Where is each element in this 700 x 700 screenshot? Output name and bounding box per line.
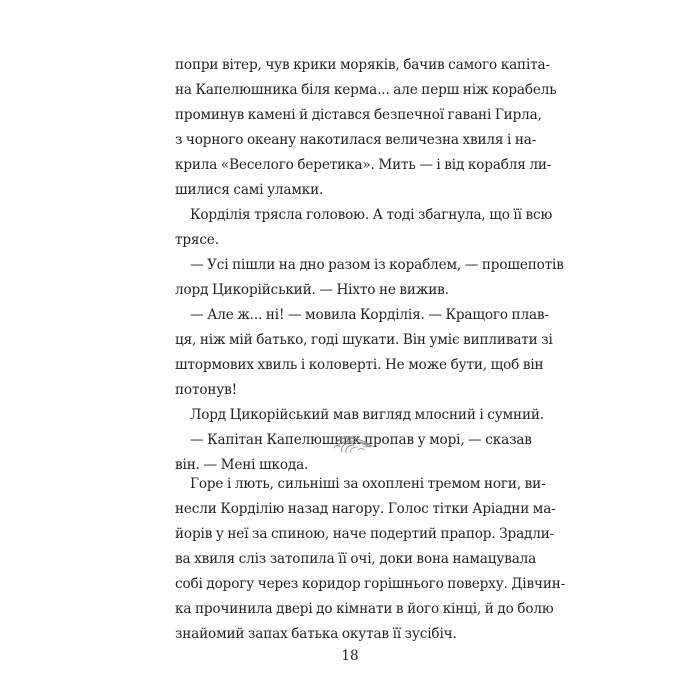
paragraph-3 (175, 253, 564, 303)
text-line: собі дорогу через коридор горішнього поверху. Дівчин- (175, 576, 566, 592)
text-line: попри вітер, чув крики моряків, бачив самого капіта- (175, 57, 550, 73)
text-line: ва хвиля сліз затопила її очі, доки вона намацувала (175, 551, 537, 567)
paragraph-5 (175, 403, 544, 428)
text-line: він. — Мені шкода. (175, 457, 309, 473)
text-line: лорд Цикорійський. — Ніхто не вижив. (175, 282, 449, 298)
text-line: — Але ж... ні! — мовила Корділія. — Кращого плав- (190, 307, 549, 323)
paragraph-2 (175, 203, 553, 253)
text-line: крила «Веселого беретика». Мить — і від корабля ли- (175, 157, 552, 173)
text-line: йорів у неї за спиною, наче подертий прапор. Зрадли- (175, 526, 555, 542)
text-line: несли Корділію назад нагору. Голос тітки Аріадни ма- (175, 501, 556, 517)
text-line: Корділія трясла головою. А тоді збагнула, що її всю (190, 207, 553, 223)
text-line: на Капелюшника біля керма... але перш ніж корабель (175, 82, 557, 98)
text-line: з чорного океану накотилася величезна хвиля і на- (175, 132, 537, 148)
text-line: ця, ніж мій батько, годі шукати. Він уміє випливати зі (175, 332, 553, 348)
text-line: — Усі пішли на дно разом із кораблем, — прошепотів (190, 257, 564, 273)
paragraph-7 (175, 472, 566, 647)
text-line: ка прочинила двері до кімнати в його кінці, й до болю (175, 601, 554, 617)
text-line: Горе і лють, сильніші за охоплені тремом ноги, ви- (190, 476, 546, 492)
text-line: проминув камені й дістався безпечної гавані Гирла, (175, 107, 542, 123)
text-line: трясе. (175, 232, 219, 248)
text-line: потонув! (175, 382, 237, 398)
feather-wave-flourish-icon (330, 432, 374, 456)
text-line: штормових хвиль і коловерті. Не може бути, щоб він (175, 357, 544, 373)
text-line: шилися самі уламки. (175, 182, 324, 198)
section-2-text (175, 472, 566, 647)
section-1-text (175, 53, 564, 478)
paragraph-4 (175, 303, 553, 403)
text-line: — Капітан Капелюшник пропав у морі, — сказав (190, 432, 532, 448)
text-line: знайомий запах батька окутав її зусібіч. (175, 626, 457, 642)
paragraph-1 (175, 53, 557, 203)
text-line: Лорд Цикорійський мав вигляд млосний і сумний. (190, 407, 544, 423)
page-number: 18 (341, 648, 359, 664)
